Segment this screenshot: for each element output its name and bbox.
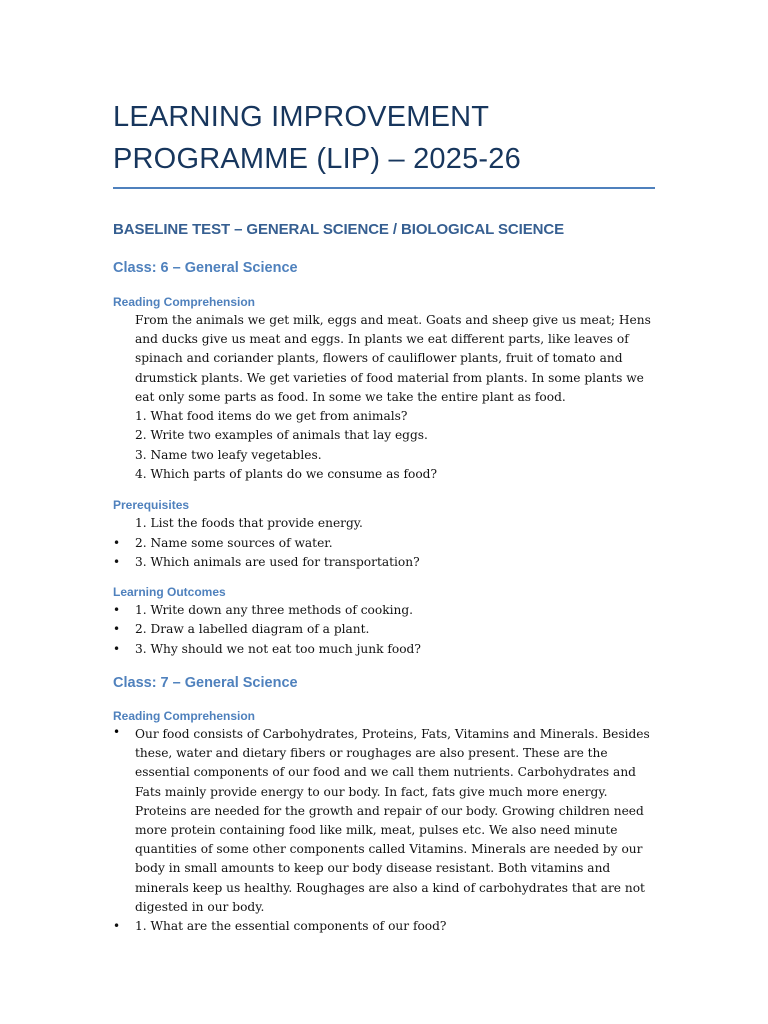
class-7-reading-heading: Reading Comprehension [113, 708, 256, 723]
class-6-reading-passage: From the animals we get milk, eggs and meat. Goats and sheep give us meat; Hens and ducks give us meat and eggs. In plants we eat different parts, like leaves of spinach and coriander plants, flowers of cauliflower plants, fruit of tomato and drumstick plants. We get varieties of food material from plants. In some plants we eat only some parts as food. In some we take the entire plant as food. [135, 313, 651, 404]
prerequisite-text: 1. List the foods that provide energy. [135, 516, 363, 531]
list-item [113, 640, 658, 659]
outcome-text: 1. Write down any three methods of cooking. [135, 603, 414, 618]
bullet-icon: • [113, 641, 121, 656]
title-line-2: PROGRAMME (LIP) – 2025-26 [113, 143, 521, 175]
list-item: 1. What food items do we get from animals? [135, 409, 408, 424]
class-6-outcomes-list [113, 601, 658, 659]
title-underline [113, 187, 655, 189]
list-item [113, 534, 658, 553]
class-6-prerequisites-heading: Prerequisites [113, 498, 190, 513]
class-6-reading-heading: Reading Comprehension [113, 295, 256, 309]
list-item [113, 917, 658, 936]
class-6-reading-questions [113, 407, 658, 484]
list-item: 2. Write two examples of animals that lay eggs. [135, 428, 428, 443]
bullet-icon: • [113, 622, 121, 637]
document-title [113, 96, 658, 180]
outcome-text: 3. Why should we not eat too much junk food? [135, 641, 421, 656]
question-text: 1. What are the essential components of our food? [135, 919, 447, 934]
outcome-text: 2. Draw a labelled diagram of a plant. [135, 622, 370, 637]
list-item [113, 553, 658, 572]
title-line-1: LEARNING IMPROVEMENT [113, 101, 490, 133]
bullet-icon: • [113, 535, 121, 550]
class-7-reading-passage-item [113, 725, 658, 917]
test-subtitle: BASELINE TEST – GENERAL SCIENCE / BIOLOGICAL SCIENCE [113, 221, 564, 238]
list-item: 3. Name two leafy vegetables. [135, 447, 322, 462]
prerequisite-text: 2. Name some sources of water. [135, 535, 333, 550]
bullet-icon: • [113, 603, 121, 618]
list-item [113, 620, 658, 639]
list-item: 4. Which parts of plants do we consume as food? [135, 466, 438, 481]
bullet-icon: • [113, 919, 121, 934]
bullet-icon: • [113, 724, 121, 739]
list-item [113, 601, 658, 620]
bullet-icon: • [113, 554, 121, 569]
class-7-reading-passage: Our food consists of Carbohydrates, Proteins, Fats, Vitamins and Minerals. Besides these, water and dietary fibers or roughages are also present. These are the essential components of our food and we call them nutrients. Carbohydrates and Fats mainly provide energy to our body. In fact, fats give much more energy. Proteins are needed for the growth and repair of our body. Growing children need more protein containing food like milk, meat, pulses etc. We also need minute quantities of some other components called Vitamins. Minerals are needed by our body in small amounts to keep our body disease resistant. Both vitamins and minerals keep us healthy. Roughages are also a kind of carbohydrates that are not digested in our body. [135, 726, 650, 914]
list-item [113, 514, 658, 533]
class-6-heading: Class: 6 – General Science [113, 260, 298, 276]
class-6-outcomes-heading: Learning Outcomes [113, 585, 226, 600]
class-6-prerequisites-list [113, 514, 658, 572]
prerequisite-text: 3. Which animals are used for transportation? [135, 554, 420, 569]
class-7-heading: Class: 7 – General Science [113, 674, 298, 691]
document-content [113, 96, 658, 936]
